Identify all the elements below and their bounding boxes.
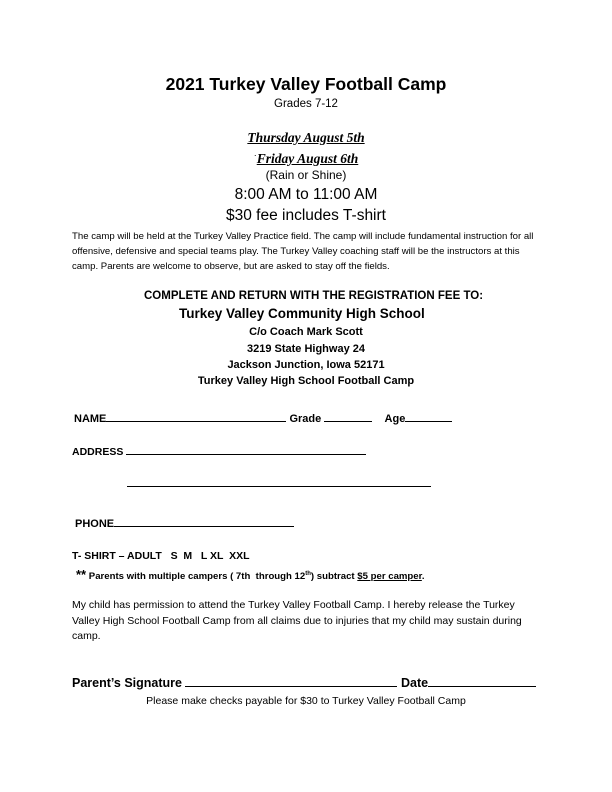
name-field[interactable] (106, 410, 286, 422)
page-title: 2021 Turkey Valley Football Camp (165, 74, 447, 94)
signature-date-label: Date (400, 676, 429, 690)
address-field-line-1[interactable] (126, 443, 366, 455)
age-field[interactable] (405, 410, 452, 422)
date-line-1 (0, 129, 612, 147)
signature-field[interactable] (185, 673, 397, 687)
date-bullet: · (253, 150, 257, 160)
address-field-line-2[interactable] (127, 486, 431, 487)
signature-date-field[interactable] (428, 673, 536, 687)
note-end: . (421, 571, 425, 582)
note-text-a: Parents with multiple campers ( 7th through 12 (86, 571, 306, 582)
mailing-line-street: 3219 State Highway 24 (246, 343, 365, 355)
tshirt-size-options: T- SHIRT – ADULT S M L XL XXL (72, 550, 250, 562)
mailing-line-camp: Turkey Valley High School Football Camp (197, 375, 415, 387)
address-row (72, 443, 366, 458)
address-label: ADDRESS (72, 446, 124, 458)
return-heading: COMPLETE AND RETURN WITH THE REGISTRATION FEE TO: (144, 290, 484, 302)
mailing-line-coach: C/o Coach Mark Scott (249, 326, 363, 338)
date-thursday: Thursday August 5th (247, 130, 365, 145)
note-stars: ** (76, 567, 87, 582)
intro-paragraph: The camp will be held at the Turkey Valley Practice field. The camp will include fundamental instruction for all offensive, defensive and special teams play. The Turkey Valley coaching staff will be the instructors at this camp. Parents are welcome to observe, but are asked to stay off the fields. (72, 231, 534, 273)
permission-paragraph: My child has permission to attend the Turkey Valley Football Camp. I hereby release the Turkey Valley High School Football Camp from all claims due to injuries that my child may sustain during camp. (72, 599, 522, 642)
date-line-2 (0, 150, 612, 168)
name-grade-age-row (74, 410, 452, 425)
signature-label: Parent’s Signature (72, 676, 182, 690)
phone-label: PHONE (75, 518, 115, 530)
mailing-line-city: Jackson Junction, Iowa 52171 (227, 359, 385, 371)
phone-field[interactable] (114, 515, 294, 527)
school-name: Turkey Valley Community High School (179, 306, 425, 321)
date-friday: Friday August 6th (256, 151, 359, 166)
note-sup: th (305, 570, 311, 577)
note-text-b: ) subtract (310, 571, 358, 582)
camp-time: 8:00 AM to 11:00 AM (234, 186, 378, 203)
multiple-campers-note (76, 567, 425, 582)
signature-row (72, 673, 536, 690)
note-amount: $5 per camper (357, 571, 422, 582)
name-label: NAME (74, 413, 107, 425)
checks-payable-note: Please make checks payable for $30 to Turkey Valley Football Camp (146, 695, 466, 707)
grade-field[interactable] (324, 410, 372, 422)
camp-fee: $30 fee includes T-shirt (226, 207, 386, 224)
phone-row (75, 515, 294, 530)
weather-note: (Rain or Shine) (265, 168, 347, 182)
grades-subtitle: Grades 7-12 (274, 98, 338, 110)
age-label: Age (384, 413, 406, 425)
grade-label: Grade (289, 413, 322, 425)
